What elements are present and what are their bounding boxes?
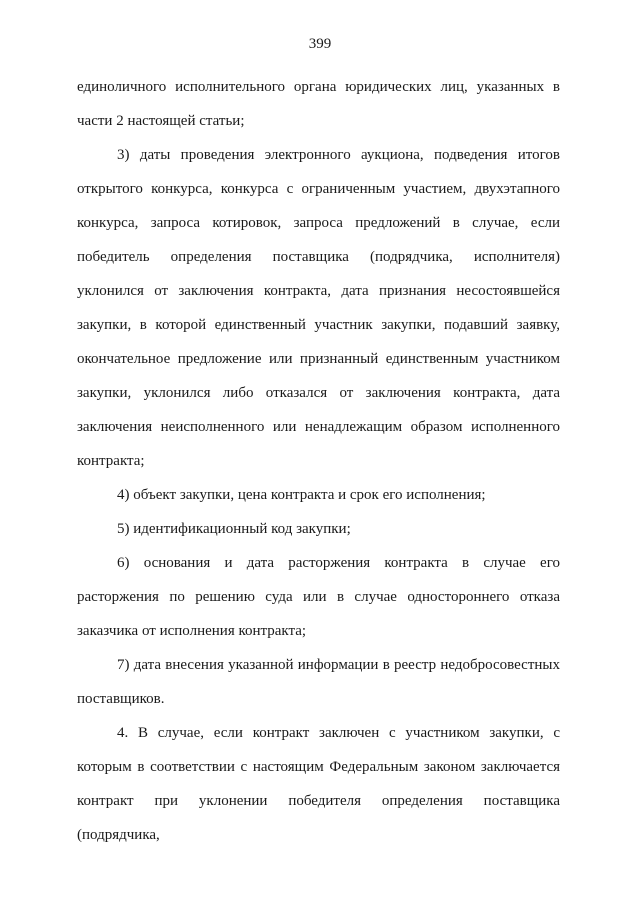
paragraph-item-4: 4) объект закупки, цена контракта и срок его исполнения;	[117, 487, 486, 503]
page-number: 399	[308, 36, 332, 52]
document-body	[77, 70, 560, 852]
paragraph-item-5: 5) идентификационный код закупки;	[117, 521, 351, 537]
paragraph-section-4: 4. В случае, если контракт заключен с участником закупки, с которым в соответствии с настоящим Федеральным законом заключается контракт при уклонении победителя определения поставщика (подрядчика,	[77, 725, 560, 843]
paragraph-continuation: единоличного исполнительного органа юридических лиц, указанных в части 2 настоящей статьи;	[77, 79, 560, 129]
paragraph-item-3: 3) даты проведения электронного аукциона, подведения итогов открытого конкурса, конкурса с ограниченным участием, двухэтапного конкурса, запроса котировок, запроса предложений в случае, если победитель определения поставщика (подрядчика, исполнителя) уклонился от заключения контракта, дата признания несостоявшейся закупки, в которой единственный участник закупки, подавший заявку, окончательное предложение или признанный единственным участником закупки, уклонился либо отказался от заключения контракта, дата заключения неисполненного или ненадлежащим образом исполненного контракта;	[77, 147, 560, 469]
paragraph-item-7: 7) дата внесения указанной информации в реестр недобросовестных поставщиков.	[77, 657, 560, 707]
paragraph-item-6: 6) основания и дата расторжения контракта в случае его расторжения по решению суда или в случае одностороннего отказа заказчика от исполнения контракта;	[77, 555, 560, 639]
